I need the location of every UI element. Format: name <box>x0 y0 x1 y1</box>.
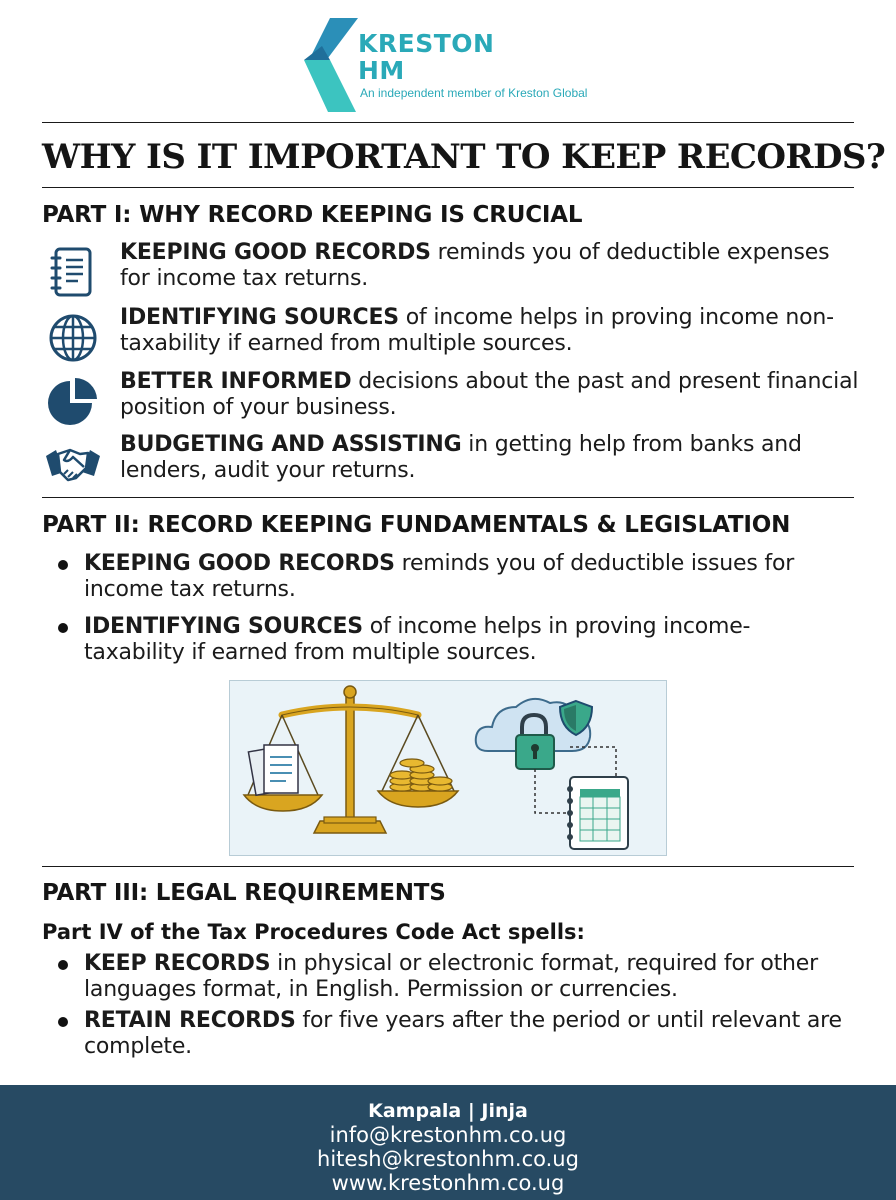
divider <box>42 497 854 498</box>
item-bold: IDENTIFYING SOURCES <box>120 305 399 330</box>
bullet-icon <box>58 1017 68 1027</box>
list-item <box>58 614 848 666</box>
logo-tagline: An independent member of Kreston Global <box>360 86 588 100</box>
part1-item-text <box>120 369 860 421</box>
part1-item-sources <box>42 305 854 369</box>
part1-item-informed <box>42 369 859 433</box>
part1-item-budgeting <box>42 432 854 496</box>
item-text: in physical or electronic format, required for other languages format, in English. Permission or currencies. <box>84 951 818 1002</box>
item-text: of income helps in proving income-taxability if earned from multiple sources. <box>84 614 751 665</box>
part2-heading: PART II: RECORD KEEPING FUNDAMENTALS & LEGISLATION <box>42 512 791 538</box>
bullet-icon <box>58 560 68 570</box>
item-bold: BETTER INFORMED <box>120 369 352 394</box>
list-item <box>58 1008 848 1060</box>
item-bold: RETAIN RECORDS <box>84 1008 296 1033</box>
part3-heading: PART III: LEGAL REQUIREMENTS <box>42 880 446 906</box>
record-keeping-illustration <box>229 680 667 856</box>
footer-cities: Kampala | Jinja <box>368 1100 528 1122</box>
bullet-icon <box>58 960 68 970</box>
part1-item-text <box>120 240 860 292</box>
footer-email-hitesh[interactable]: hitesh@krestonhm.co.ug <box>317 1147 579 1171</box>
item-bold: KEEPING GOOD RECORDS <box>120 240 431 265</box>
contact-footer <box>0 1085 896 1200</box>
part1-item-records <box>42 240 854 304</box>
list-item <box>58 551 848 603</box>
bullet-icon <box>58 623 68 633</box>
part1-heading: PART I: WHY RECORD KEEPING IS CRUCIAL <box>42 202 583 228</box>
part2-bullet-list <box>58 551 848 677</box>
kreston-logo-mark-icon <box>300 18 362 114</box>
divider <box>42 187 854 188</box>
logo-name-line2: HM <box>358 56 405 85</box>
divider <box>42 122 854 123</box>
divider <box>42 866 854 867</box>
item-text: in getting help from banks and lenders, audit your returns. <box>120 432 802 483</box>
item-bold: KEEP RECORDS <box>84 951 271 976</box>
part1-item-text <box>120 305 860 357</box>
notebook-icon <box>46 246 100 300</box>
globe-icon <box>46 311 100 365</box>
scale-cloud-illustration-icon <box>230 681 666 855</box>
part1-item-text <box>120 432 860 484</box>
part3-subheading: Part IV of the Tax Procedures Code Act spells: <box>42 920 585 944</box>
item-text: reminds you of deductible expenses for income tax returns. <box>120 240 830 291</box>
list-item <box>58 951 848 1003</box>
item-text: reminds you of deductible issues for income tax returns. <box>84 551 795 602</box>
item-bold: KEEPING GOOD RECORDS <box>84 551 395 576</box>
footer-website-link[interactable]: www.krestonhm.co.ug <box>331 1171 565 1195</box>
kreston-logo <box>300 18 620 114</box>
logo-name-line1: KRESTON <box>358 29 495 58</box>
part3-bullet-list <box>58 951 848 1071</box>
pie-chart-icon <box>46 375 100 429</box>
page-title: WHY IS IT IMPORTANT TO KEEP RECORDS? <box>42 137 886 177</box>
item-bold: BUDGETING AND ASSISTING <box>120 432 462 457</box>
handshake-icon <box>46 438 100 492</box>
item-text: for five years after the period or until relevant are complete. <box>84 1008 842 1059</box>
logo-name <box>358 30 494 84</box>
footer-email-info[interactable]: info@krestonhm.co.ug <box>329 1123 567 1147</box>
item-text: of income helps in proving income non-taxability if earned from multiple sources. <box>120 305 834 356</box>
item-text: decisions about the past and present financial position of your business. <box>120 369 859 420</box>
item-bold: IDENTIFYING SOURCES <box>84 614 363 639</box>
